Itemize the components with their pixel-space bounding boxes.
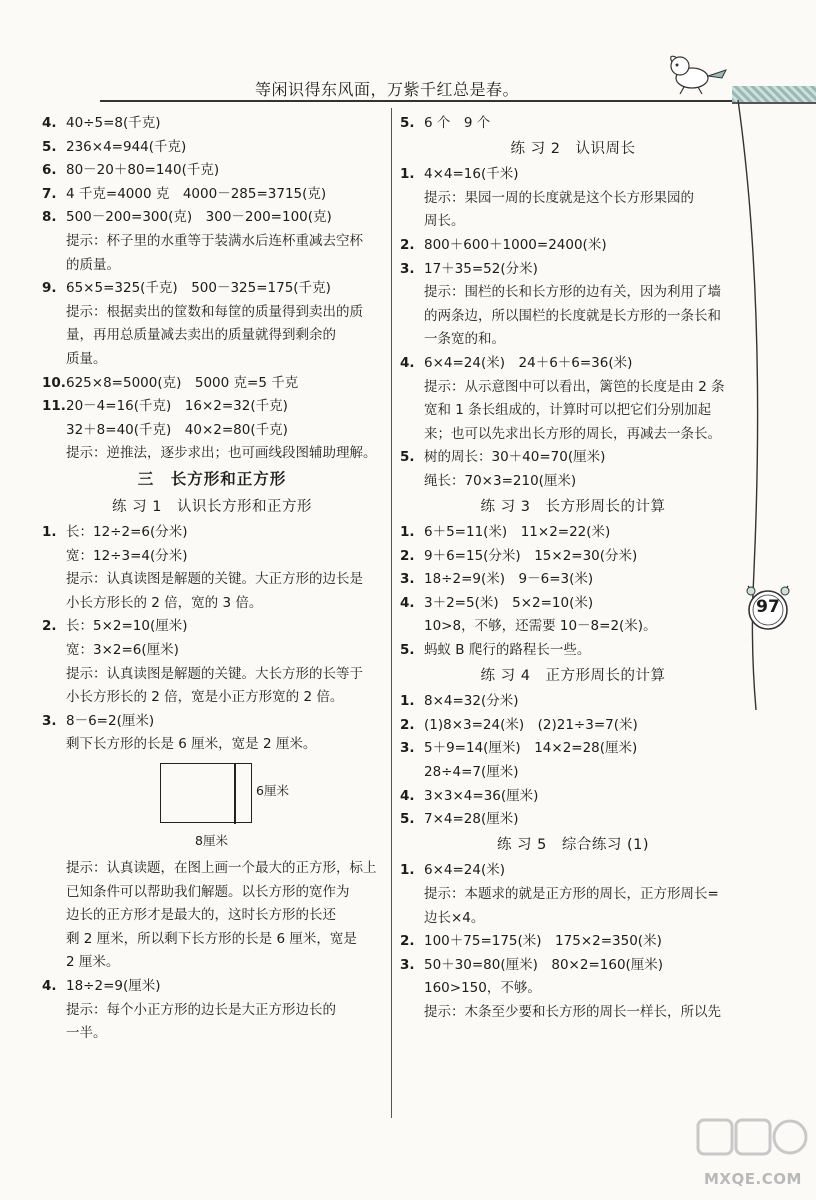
answer-item: 2. (1)8×3=24(米) (2)21÷3=7(米) — [400, 716, 638, 733]
answer-item: 5. 蚂蚁 B 爬行的路程长一些。 — [400, 642, 591, 659]
watermark-logo-icon — [690, 1112, 810, 1170]
answer-continuation: 10>8，不够，还需要 10－8=2(米)。 — [424, 618, 657, 635]
hint-text: 提示：每个小正方形的边长是大正方形边长的 — [66, 1001, 336, 1018]
hint-text: 提示：果园一周的长度就是这个长方形果园的 — [424, 189, 694, 206]
hint-text: 2 厘米。 — [66, 954, 120, 971]
answer-item: 10. 625×8=5000(克) 5000 克=5 千克 — [42, 374, 299, 391]
section-title: 三 长方形和正方形 — [137, 469, 287, 488]
right-column — [400, 112, 746, 1025]
hint-text: 提示：杯子里的水重等于装满水后连杯重减去空杯 — [66, 232, 363, 249]
hint-text: 质量。 — [66, 350, 107, 367]
answer-item: 1. 6＋5=11(米) 11×2=22(米) — [400, 524, 611, 541]
practice-title: 练 习 5 综合练习 (1) — [496, 836, 650, 853]
answer-item: 5. 树的周长：30＋40=70(厘米) — [400, 449, 606, 466]
answer-item: 1. 4×4=16(千米) — [400, 166, 519, 183]
answer-continuation: 32＋8=40(千克) 40×2=80(千克) — [66, 421, 288, 438]
hint-text: 量，再用总质量减去卖出的质量就得到剩余的 — [66, 327, 336, 344]
answer-continuation: 宽：12÷3=4(分米) — [66, 547, 188, 564]
answer-item: 4. 3×3×4=36(厘米) — [400, 787, 539, 804]
hint-text: 宽和 1 条长组成的，计算时可以把它们分别加起 — [424, 402, 712, 419]
hint-text: 提示：根据卖出的筐数和每筐的质量得到卖出的质 — [66, 303, 363, 320]
hint-text: 的两条边，所以围栏的长度就是长方形的一条长和 — [424, 307, 721, 324]
cartoon-dog-icon — [664, 50, 734, 96]
header-rule — [100, 100, 732, 102]
hint-text: 提示：木条至少要和长方形的周长一样长，所以先 — [424, 1003, 721, 1020]
rectangle-figure — [42, 757, 382, 857]
hint-text: 小长方形长的 2 倍，宽的 3 倍。 — [66, 594, 263, 611]
answer-item: 4. 6×4=24(米) 24＋6＋6=36(米) — [400, 354, 633, 371]
hint-text: 小长方形长的 2 倍，宽是小正方形宽的 2 倍。 — [66, 689, 344, 706]
figure-height-label: 6厘米 — [256, 783, 289, 799]
practice-title: 练 习 1 认识长方形和正方形 — [112, 498, 312, 515]
answer-item: 3. 18÷2=9(米) 9－6=3(米) — [400, 571, 594, 588]
hint-text: 提示：从示意图中可以看出，篱笆的长度是由 2 条 — [424, 378, 725, 395]
answer-item: 3. 8－6=2(厘米) — [42, 712, 155, 729]
answer-item: 5. 236×4=944(千克) — [42, 138, 187, 155]
answer-item: 1. 6×4=24(米) — [400, 862, 506, 879]
rectangle-outline — [160, 763, 252, 823]
left-column — [42, 112, 382, 1046]
hint-text: 周长。 — [424, 213, 465, 230]
practice-title: 练 习 3 长方形周长的计算 — [480, 498, 666, 515]
practice-title: 练 习 4 正方形周长的计算 — [480, 667, 666, 684]
answer-item: 4. 18÷2=9(厘米) — [42, 978, 161, 994]
hint-text: 提示：认真读题，在图上画一个最大的正方形，标上 — [66, 860, 377, 877]
hint-text: 的质量。 — [66, 256, 120, 273]
hint-text: 提示：围栏的长和长方形的边有关，因为利用了墙 — [424, 284, 721, 301]
answer-item: 9. 65×5=325(千克) 500－325=175(千克) — [42, 280, 331, 297]
answer-item: 2. 800＋600＋1000=2400(米) — [400, 236, 607, 253]
answer-continuation: 28÷4=7(厘米) — [424, 764, 519, 781]
page-number: 97 — [756, 597, 780, 617]
answer-item: 2. 长：5×2=10(厘米) — [42, 618, 188, 635]
answer-item: 2. 100＋75=175(米) 175×2=350(米) — [400, 933, 662, 950]
site-watermark — [690, 1112, 810, 1192]
header-motto: 等闲识得东风面，万紫千红总是春。 — [255, 80, 520, 99]
answer-item: 4. 3＋2=5(米) 5×2=10(米) — [400, 594, 594, 611]
hint-text: 边长×4。 — [424, 909, 485, 926]
answer-item: 1. 长：12÷2=6(分米) — [42, 524, 188, 541]
answer-item: 11. 20－4=16(千克) 16×2=32(千克) — [42, 398, 288, 415]
answer-item: 5. 6 个 9 个 — [400, 115, 491, 131]
hint-text: 提示：认真读图是解题的关键。大正方形的边长是 — [66, 571, 363, 588]
answer-item: 2. 9＋6=15(分米) 15×2=30(分米) — [400, 547, 638, 564]
answer-continuation: 宽：3×2=6(厘米) — [66, 642, 179, 659]
watermark-url: MXQE.COM — [704, 1170, 802, 1188]
practice-title: 练 习 2 认识周长 — [510, 140, 636, 157]
answer-item: 8. 500－200=300(克) 300－200=100(克) — [42, 209, 332, 226]
column-divider — [391, 108, 392, 1118]
answer-item: 3. 50＋30=80(厘米) 80×2=160(厘米) — [400, 956, 664, 973]
figure-width-label: 8厘米 — [195, 833, 228, 849]
answer-item: 5. 7×4=28(厘米) — [400, 811, 519, 828]
answer-item: 3. 17＋35=52(分米) — [400, 260, 538, 277]
hint-text: 提示：认真读图是解题的关键。大长方形的长等于 — [66, 665, 363, 682]
hint-text: 提示：本题求的就是正方形的周长，正方形周长= — [424, 886, 719, 902]
hint-text: 已知条件可以帮助我们解题。以长方形的宽作为 — [66, 883, 350, 900]
answer-item: 6. 80－20＋80=140(千克) — [42, 162, 220, 179]
hint-text: 一半。 — [66, 1025, 107, 1042]
answer-item: 4. 40÷5=8(千克) — [42, 115, 161, 131]
hint-text: 一条宽的和。 — [424, 331, 505, 348]
answer-continuation: 剩下长方形的长是 6 厘米，宽是 2 厘米。 — [66, 736, 317, 753]
square-split-line — [234, 763, 236, 824]
hint-text: 剩 2 厘米，所以剩下长方形的长是 6 厘米，宽是 — [66, 930, 357, 947]
hint-text: 来；也可以先求出长方形的周长，再减去一条长。 — [424, 425, 721, 442]
answer-item: 1. 8×4=32(分米) — [400, 693, 519, 710]
answer-continuation: 绳长：70×3=210(厘米) — [424, 472, 577, 489]
answer-continuation: 160>150，不够。 — [424, 980, 541, 997]
answer-item: 3. 5＋9=14(厘米) 14×2=28(厘米) — [400, 740, 638, 757]
hint-text: 提示：逆推法，逐步求出；也可画线段图辅助理解。 — [66, 445, 377, 462]
hint-text: 边长的正方形才是最大的，这时长方形的长还 — [66, 907, 336, 924]
answer-item: 7. 4 千克=4000 克 4000－285=3715(克) — [42, 185, 327, 202]
